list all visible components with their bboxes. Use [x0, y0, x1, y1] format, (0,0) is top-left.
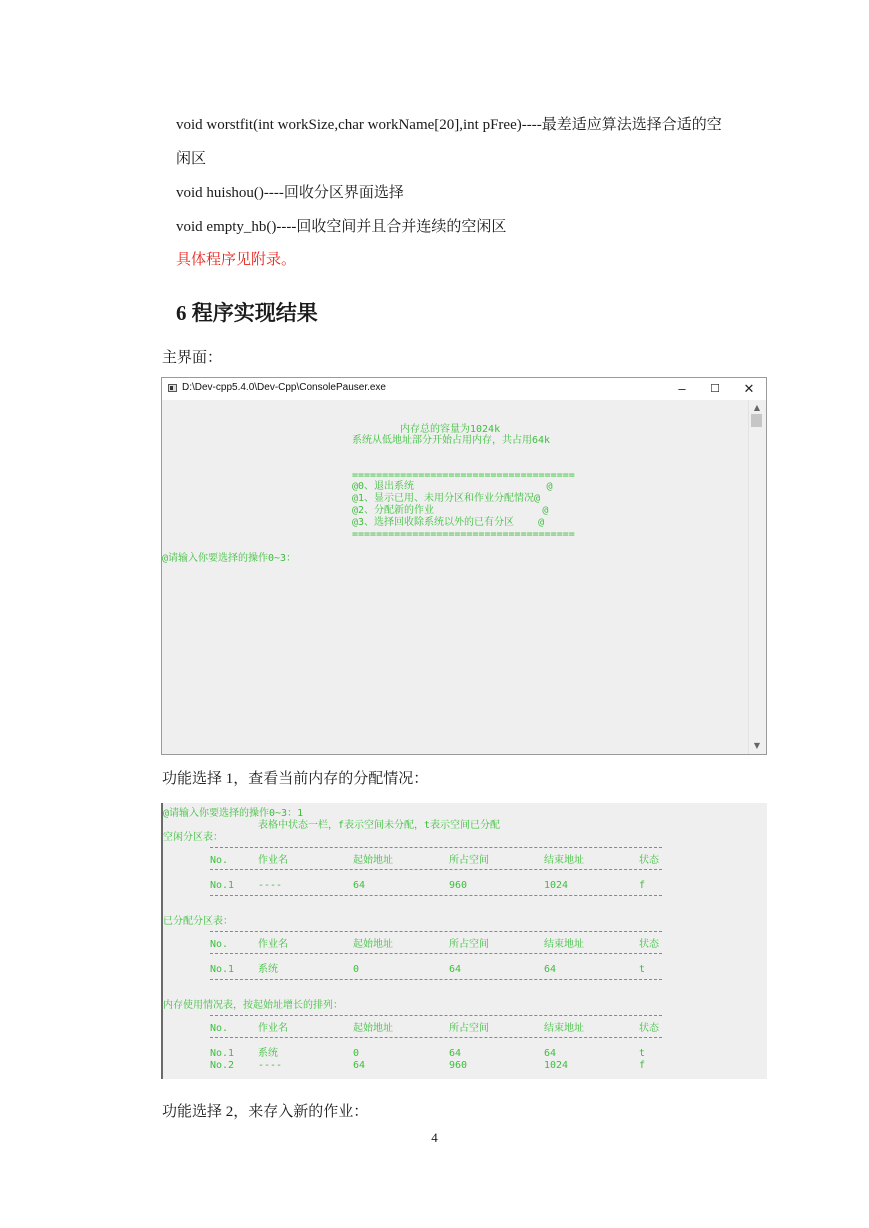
table-row-cell: 960	[449, 880, 468, 891]
console-prompt: @请输入你要选择的操作0~3：	[162, 553, 297, 564]
header-status: 状态	[639, 939, 659, 950]
header-no: No.	[210, 939, 229, 950]
table-row-cell: t	[639, 964, 646, 975]
header-start-address: 起始地址	[353, 855, 393, 866]
header-no: No.	[210, 855, 229, 866]
vertical-scrollbar[interactable]	[748, 400, 766, 754]
table-row-cell: 64	[353, 880, 366, 891]
header-status: 状态	[639, 1023, 659, 1034]
console-menu-3: @3、选择回收除系统以外的已有分区 @	[352, 517, 545, 528]
close-button[interactable]: ✕	[743, 381, 755, 396]
table-row-cell: 64	[544, 1048, 557, 1059]
table-rule	[210, 895, 662, 896]
table-row-cell: f	[639, 880, 646, 891]
cap-prompt: @请输入你要选择的操作0~3：1	[163, 808, 304, 819]
header-end-address: 结束地址	[544, 855, 584, 866]
header-start-address: 起始地址	[353, 1023, 393, 1034]
header-start-address: 起始地址	[353, 939, 393, 950]
table-title-free: 空闲分区表：	[163, 832, 223, 843]
table-rule	[210, 979, 662, 980]
table-row-cell: 64	[449, 964, 462, 975]
console-app-icon	[168, 384, 177, 392]
scrollbar-thumb[interactable]	[751, 414, 762, 427]
table-row-cell: t	[639, 1048, 646, 1059]
header-status: 状态	[639, 855, 659, 866]
doc-line-4: void empty_hb()----回收空间并且合并连续的空闲区	[176, 219, 507, 235]
window-title: D:\Dev-cpp5.4.0\Dev-Cpp\ConsolePauser.exe	[182, 382, 386, 393]
appendix-note: 具体程序见附录。	[176, 252, 297, 268]
table-row-cell: f	[639, 1060, 646, 1071]
console-capacity-line: 内存总的容量为1024k	[400, 424, 501, 435]
table-row-cell: 64	[353, 1060, 366, 1071]
table-row-cell: No.1	[210, 880, 235, 891]
console-menu-0: @0、退出系统 @	[352, 481, 553, 492]
console-rule-top: =====================================	[352, 470, 575, 481]
header-end-address: 结束地址	[544, 1023, 584, 1034]
header-job-name: 作业名	[258, 1023, 288, 1034]
console-window[interactable]	[161, 377, 767, 755]
header-job-name: 作业名	[258, 855, 288, 866]
main-interface-label: 主界面：	[162, 350, 223, 366]
table-row-cell: 系统	[258, 964, 278, 975]
table-title-allocated: 已分配分区表：	[163, 916, 233, 927]
table-row-cell: 系统	[258, 1048, 278, 1059]
table-rule	[210, 1037, 662, 1038]
table-row-cell: 64	[544, 964, 557, 975]
doc-line-2: 闲区	[176, 151, 207, 167]
table-rule	[210, 847, 662, 848]
table-row-cell: ----	[258, 1060, 283, 1071]
table-row-cell: 0	[353, 964, 360, 975]
cap-hint: 表格中状态一栏，f表示空间未分配，t表示空间已分配	[258, 820, 501, 831]
console-capture-allocation	[161, 803, 767, 1079]
capture-left-border	[161, 803, 163, 1079]
console-menu-2: @2、分配新的作业 @	[352, 505, 549, 516]
caption-function-2: 功能选择 2，来存入新的作业：	[162, 1104, 369, 1120]
doc-line-3: void huishou()----回收分区界面选择	[176, 185, 404, 201]
console-system-line: 系统从低地址部分开始占用内存，共占用64k	[352, 435, 551, 446]
table-row-cell: 64	[449, 1048, 462, 1059]
table-rule	[210, 953, 662, 954]
table-row-cell: No.1	[210, 964, 235, 975]
table-row-cell: No.2	[210, 1060, 235, 1071]
console-output[interactable]	[162, 400, 749, 754]
maximize-button[interactable]: ☐	[710, 383, 720, 395]
section-heading: 6 程序实现结果	[176, 301, 318, 325]
scroll-up-arrow-icon[interactable]: ▲	[753, 403, 761, 412]
table-rule	[210, 1015, 662, 1016]
console-menu-1: @1、显示已用、未用分区和作业分配情况@	[352, 493, 541, 504]
table-rule	[210, 931, 662, 932]
header-space: 所占空间	[449, 855, 489, 866]
table-rule	[210, 869, 662, 870]
header-space: 所占空间	[449, 939, 489, 950]
console-rule-bottom: =====================================	[352, 529, 575, 540]
table-row-cell: 960	[449, 1060, 468, 1071]
header-no: No.	[210, 1023, 229, 1034]
header-job-name: 作业名	[258, 939, 288, 950]
window-titlebar[interactable]	[162, 378, 766, 400]
scroll-down-arrow-icon[interactable]: ▼	[753, 741, 761, 750]
table-row-cell: 1024	[544, 1060, 569, 1071]
header-space: 所占空间	[449, 1023, 489, 1034]
doc-line-1: void worstfit(int workSize,char workName[20],int pFree)----最差适应算法选择合适的空	[176, 117, 722, 133]
table-row-cell: 0	[353, 1048, 360, 1059]
table-row-cell: 1024	[544, 880, 569, 891]
minimize-button[interactable]: –	[678, 381, 686, 396]
caption-function-1: 功能选择 1，查看当前内存的分配情况：	[162, 771, 429, 787]
header-end-address: 结束地址	[544, 939, 584, 950]
table-row-cell: ----	[258, 880, 283, 891]
table-row-cell: No.1	[210, 1048, 235, 1059]
page-number: 4	[431, 1130, 438, 1145]
table-title-memory-usage: 内存使用情况表，按起始址增长的排列：	[163, 1000, 343, 1011]
